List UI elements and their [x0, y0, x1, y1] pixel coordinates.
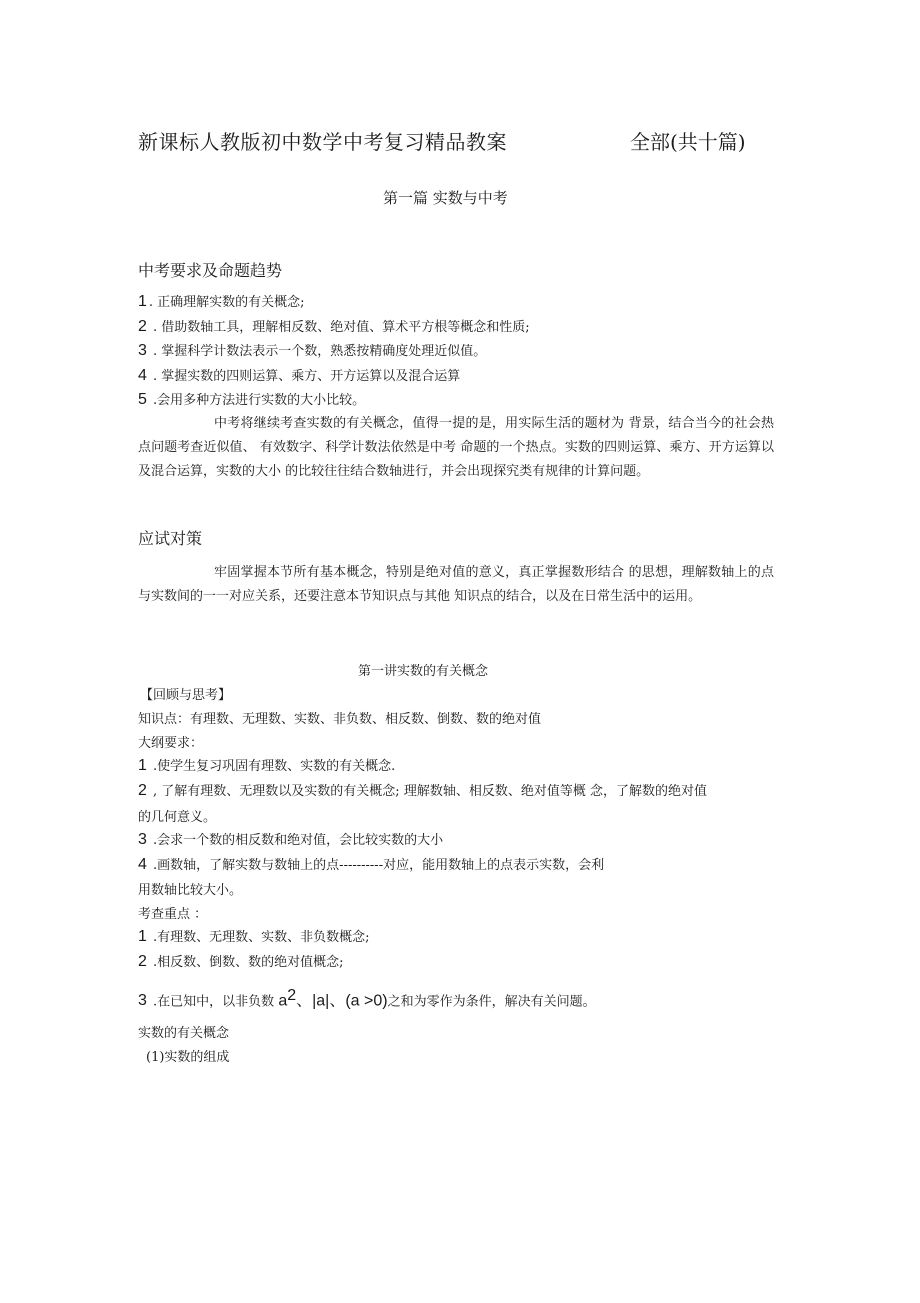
- list-item: [138, 365, 460, 385]
- list-item: [138, 951, 344, 971]
- list-item-number: 3: [138, 831, 147, 848]
- trend-paragraph: 中考将继续考查实数的有关概念，值得一提的是，用实际生活的题材为 背景，结合当今的社会热点问题考查近似值、 有效数字、科学计数法依然是中考 命题的一个热点。实数的四则运算、乘方、开方运算以及混合运算，实数的大小 的比较往往结合数轴进行，并会出现探究类有规律的计算问题。: [138, 416, 774, 479]
- focus-heading: 考查重点 ：: [138, 907, 208, 922]
- list-item-number: 2: [138, 953, 147, 970]
- list-item: [138, 806, 216, 825]
- composition-heading: (1)实数的组成: [146, 1050, 230, 1065]
- list-item: [138, 926, 370, 946]
- list-item-text: . 掌握实数的四则运算、乘方、开方运算以及混合运算: [148, 369, 461, 384]
- list-item-text: .相反数、倒数、数的绝对值概念;: [148, 955, 344, 970]
- outline-heading: 大纲要求：: [138, 736, 204, 751]
- list-item: [138, 291, 305, 311]
- list-item-number: 3: [138, 342, 147, 359]
- list-item-text: 用数轴比较大小。: [138, 883, 243, 898]
- math-variable: a: [278, 992, 288, 1010]
- list-item-text: , 了解有理数、无理数以及实数的有关概念; 理解数轴、相反数、绝对值等概 念，了解数的绝对值: [148, 784, 707, 799]
- list-item-text: .有理数、无理数、实数、非负数概念;: [148, 930, 370, 945]
- list-item-text: .会用多种方法进行实数的大小比较。: [148, 393, 366, 408]
- list-item-number: 1: [138, 928, 147, 945]
- math-exponent: 2: [287, 987, 297, 1004]
- concepts-heading: 实数的有关概念: [138, 1026, 230, 1041]
- list-item-text: .使学生复习巩固有理数、实数的有关概念.: [148, 759, 396, 774]
- list-item: [138, 755, 395, 775]
- list-item-number: 3: [138, 992, 147, 1010]
- list-item-text: . 借助数轴工具，理解相反数、绝对值、算术平方根等概念和性质;: [148, 320, 530, 335]
- list-item: [138, 879, 242, 898]
- list-item: [138, 780, 707, 800]
- section-heading-requirements: 中考要求及命题趋势: [138, 261, 283, 280]
- list-item-number: 4: [138, 367, 147, 384]
- lecture-title: 第一讲实数的有关概念: [358, 664, 489, 679]
- list-item-number: 1: [138, 757, 147, 774]
- list-item-text: . 正确理解实数的有关概念;: [148, 295, 305, 310]
- list-item-number: 2: [138, 318, 147, 335]
- list-item: [138, 829, 443, 849]
- strategy-paragraph: 牢固掌握本节所有基本概念，特别是绝对值的意义，真正掌握数形结合 的思想，理解数轴上的点与实数间的一一对应关系，还要注意本节知识点与其他 知识点的结合，以及在日常生活中的运用。: [138, 565, 774, 604]
- list-item-number: 2: [138, 782, 147, 799]
- math-expression: 、|a|、(a >0): [296, 992, 388, 1010]
- list-item-number: 4: [138, 856, 147, 873]
- list-item-text: .会求一个数的相反数和绝对值，会比较实数的大小: [148, 833, 444, 848]
- review-heading: 【回顾与思考】: [140, 688, 232, 703]
- list-item: [138, 987, 596, 1010]
- part-title: 第一篇 实数与中考: [383, 189, 508, 207]
- list-item-number: 5: [138, 391, 147, 408]
- list-item-text: 的几何意义。: [138, 810, 217, 825]
- list-item: [138, 316, 530, 336]
- document-title-right: 全部(共十篇): [630, 130, 746, 154]
- document-title: 新课标人教版初中数学中考复习精品教案: [138, 130, 507, 154]
- list-item-text: . 掌握科学计数法表示一个数，熟悉按精确度处理近似值。: [148, 344, 487, 359]
- section-heading-strategy: 应试对策: [138, 529, 203, 548]
- list-item-number: 1: [138, 293, 147, 310]
- list-item: [138, 389, 365, 409]
- list-item-text: 之和为零作为条件，解决有关问题。: [387, 994, 596, 1010]
- knowledge-points: 知识点：有理数、无理数、实数、非负数、相反数、倒数、数的绝对值: [138, 712, 542, 727]
- list-item: [138, 340, 486, 360]
- list-item-text: .在已知中，以非负数: [148, 994, 279, 1010]
- list-item: [138, 854, 604, 874]
- list-item-text: .画数轴，了解实数与数轴上的点----------对应，能用数轴上的点表示实数，会利: [148, 858, 605, 873]
